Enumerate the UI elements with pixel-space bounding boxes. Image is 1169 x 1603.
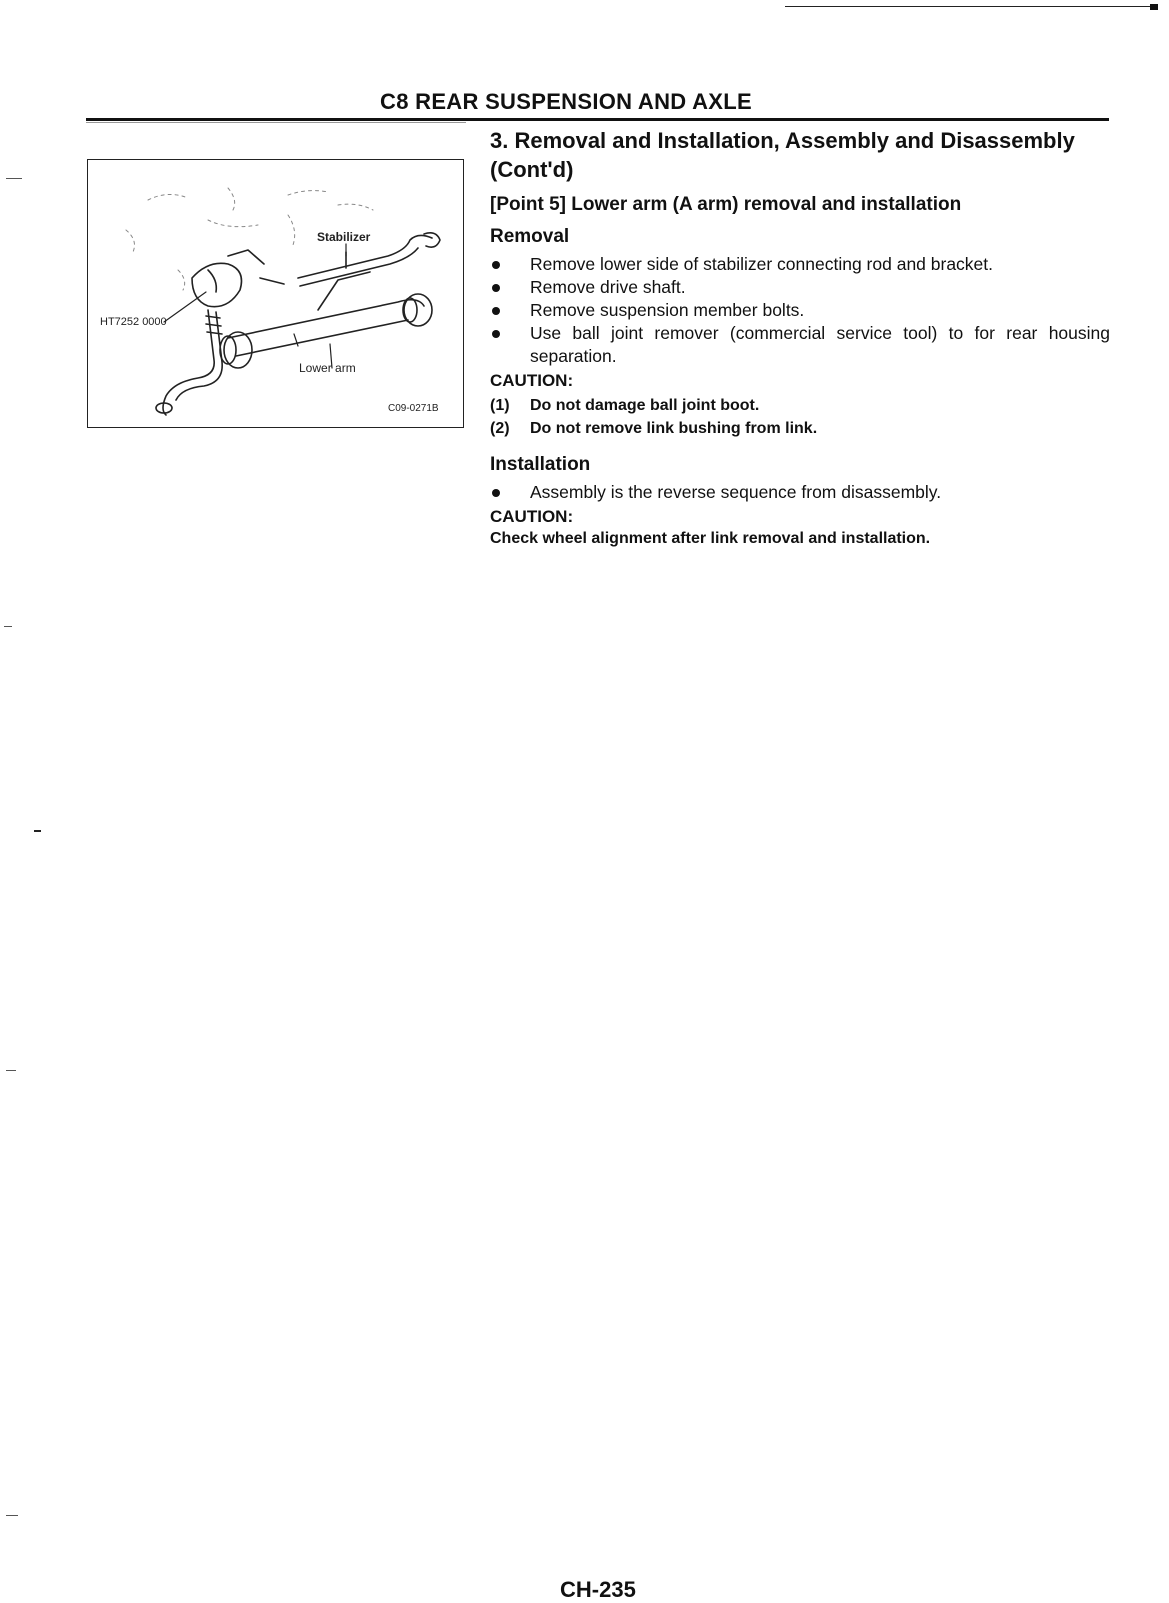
suspension-drawing bbox=[88, 160, 465, 429]
removal-heading: Removal bbox=[490, 226, 570, 247]
step-text: Remove lower side of stabilizer connecting rod and bracket. bbox=[530, 254, 994, 274]
margin-tick bbox=[34, 830, 41, 832]
caution-text: Do not remove link bushing from link. bbox=[530, 420, 818, 437]
step-text: Use ball joint remover (commercial service tool) to for rear housing separation. bbox=[530, 323, 1110, 366]
list-item bbox=[490, 322, 1110, 368]
caution-number: (2) bbox=[490, 420, 510, 437]
installation-steps bbox=[490, 481, 1110, 504]
installation-caution-text: Check wheel alignment after link removal and installation. bbox=[490, 530, 931, 547]
list-item bbox=[490, 481, 1110, 504]
caution-text: Do not damage ball joint boot. bbox=[530, 397, 760, 414]
lower-arm-illustration bbox=[87, 159, 464, 428]
bullet-icon bbox=[492, 307, 500, 315]
margin-tick bbox=[6, 1070, 16, 1071]
list-item bbox=[490, 417, 1110, 440]
margin-tick bbox=[4, 626, 12, 627]
list-item bbox=[490, 394, 1110, 417]
page-number: CH-235 bbox=[560, 1577, 636, 1602]
list-item bbox=[490, 276, 1110, 299]
removal-caution-label: CAUTION: bbox=[490, 371, 574, 390]
procedure-content bbox=[490, 126, 1110, 548]
step-text: Remove drive shaft. bbox=[530, 277, 686, 297]
bullet-icon bbox=[492, 489, 500, 497]
top-edge-rule bbox=[785, 6, 1157, 7]
bullet-icon bbox=[492, 284, 500, 292]
list-item bbox=[490, 253, 1110, 276]
margin-tick bbox=[6, 178, 22, 179]
top-corner-mark bbox=[1150, 4, 1158, 10]
page-header-title: C8 REAR SUSPENSION AND AXLE bbox=[380, 89, 752, 114]
step-text: Remove suspension member bolts. bbox=[530, 300, 805, 320]
removal-cautions bbox=[490, 394, 1110, 440]
bullet-icon bbox=[492, 330, 500, 338]
margin-tick bbox=[6, 1515, 18, 1516]
figure-code: C09-0271B bbox=[388, 403, 439, 414]
tool-code-label: HT7252 0000 bbox=[100, 316, 167, 328]
stabilizer-label: Stabilizer bbox=[317, 230, 371, 244]
step-text: Assembly is the reverse sequence from disassembly. bbox=[530, 482, 942, 502]
section-title: 3. Removal and Installation, Assembly and Disassembly (Cont'd) bbox=[490, 128, 1075, 182]
header-rule-thin bbox=[86, 122, 466, 123]
list-item bbox=[490, 299, 1110, 322]
header-rule bbox=[86, 118, 1109, 121]
removal-steps bbox=[490, 253, 1110, 368]
caution-number: (1) bbox=[490, 397, 510, 414]
lower-arm-label: Lower arm bbox=[299, 361, 356, 375]
installation-caution-label: CAUTION: bbox=[490, 507, 574, 526]
installation-heading: Installation bbox=[490, 454, 591, 475]
bullet-icon bbox=[492, 261, 500, 269]
point-title: [Point 5] Lower arm (A arm) removal and installation bbox=[490, 194, 962, 215]
